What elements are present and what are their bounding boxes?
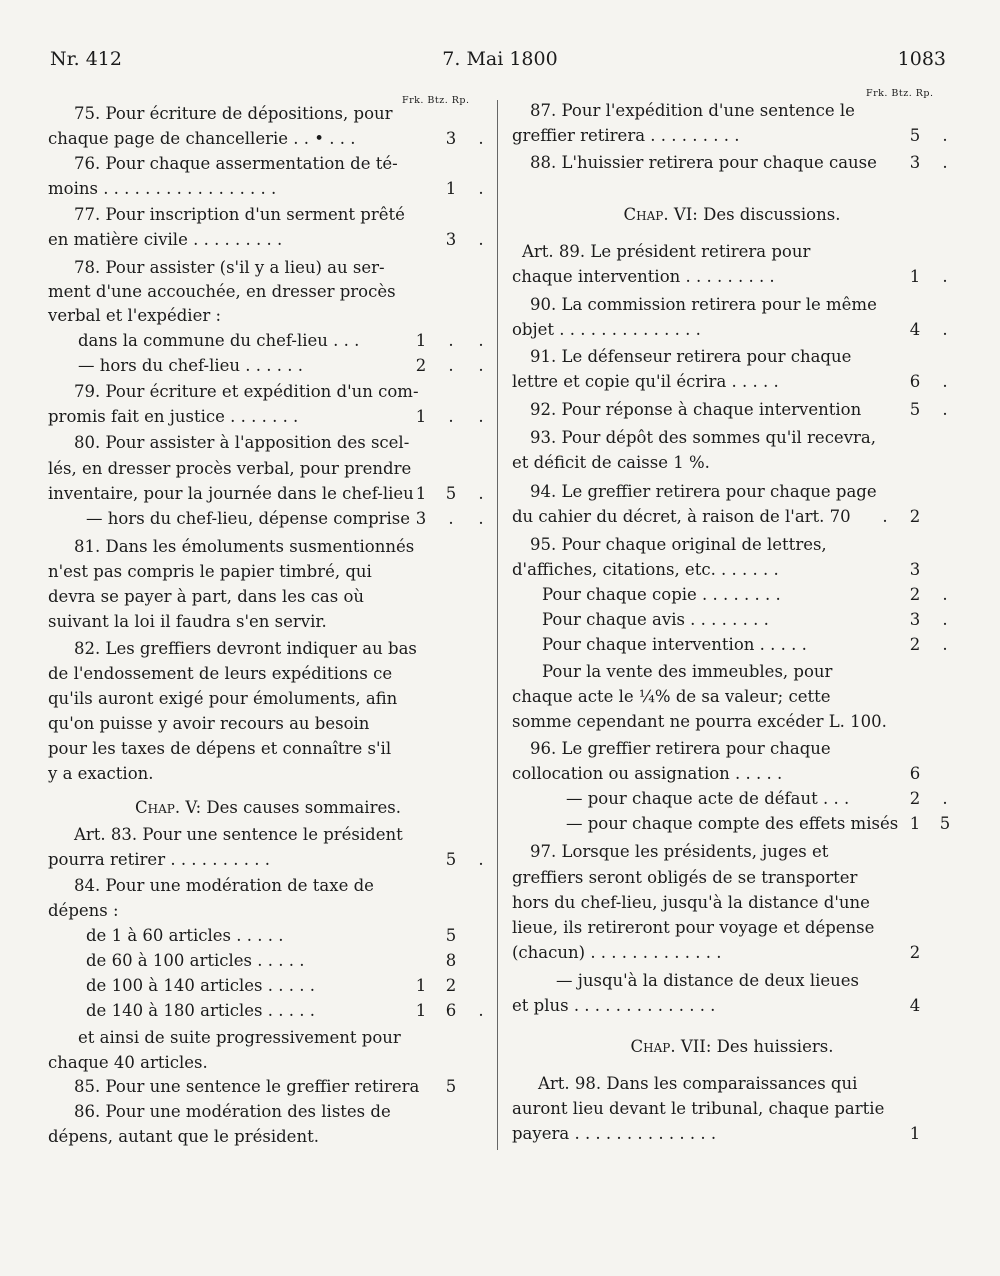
right-line [512, 685, 952, 709]
entry-text: 80. Pour assister à l'apposition des scel- [74, 433, 410, 452]
rappen-value: 5 [939, 814, 951, 833]
left-line [48, 610, 488, 634]
entry-text: Art. 89. Le président retirera pour [522, 242, 811, 261]
chapter-vii-heading: Chap. VII: Des huissiers. [630, 1037, 834, 1056]
batzen-value: 5 [909, 126, 921, 145]
left-line [48, 712, 488, 736]
entry-text: 91. Le défenseur retirera pour chaque [530, 347, 852, 366]
page-header [0, 48, 1000, 78]
rappen-value: . [478, 356, 484, 375]
francs-value: . [882, 507, 888, 526]
left-line [48, 1051, 488, 1075]
left-line [48, 127, 488, 151]
unit-header-left: Frk. Btz. Rp. [402, 95, 470, 106]
entry-text: de 100 à 140 articles . . . . . [86, 976, 315, 995]
entry-text: 90. La commission retirera pour le même [530, 295, 877, 314]
entry-text: — jusqu'à la distance de deux lieues [556, 971, 860, 990]
entry-text: de 1 à 60 articles . . . . . [86, 926, 284, 945]
entry-text: qu'ils auront exigé pour émoluments, afin [48, 689, 398, 708]
batzen-value: 1 [445, 179, 457, 198]
rappen-value: . [478, 1001, 484, 1020]
entry-text: en matière civile . . . . . . . . . [48, 230, 283, 249]
entry-text: n'est pas compris le papier timbré, qui [48, 562, 372, 581]
right-line [512, 558, 952, 582]
entry-text: promis fait en justice . . . . . . . [48, 407, 299, 426]
entry-text: lieue, ils retireront pour voyage et dépense [512, 918, 875, 937]
francs-value: 3 [415, 509, 427, 528]
entry-text: Pour chaque avis . . . . . . . . [542, 610, 769, 629]
rappen-value: . [478, 509, 484, 528]
entry-text: moins . . . . . . . . . . . . . . . . . [48, 179, 277, 198]
batzen-value: . [448, 356, 454, 375]
entry-text: 96. Le greffier retirera pour chaque [530, 739, 831, 758]
entry-text: chaque intervention . . . . . . . . . [512, 267, 775, 286]
document-date: 7. Mai 1800 [442, 48, 558, 70]
entry-text: somme cependant ne pourra excéder L. 100. [512, 712, 887, 731]
entry-text: dépens : [48, 901, 119, 920]
batzen-value: 4 [909, 320, 921, 339]
left-line [48, 535, 488, 559]
rappen-value: . [942, 372, 948, 391]
right-line [512, 345, 952, 369]
right-line [512, 633, 952, 657]
right-line [512, 99, 952, 123]
left-line [48, 1026, 488, 1050]
entry-text: dépens, autant que le président. [48, 1127, 319, 1146]
batzen-value: 2 [909, 635, 921, 654]
entry-text: du cahier du décret, à raison de l'art. 70 [512, 507, 851, 526]
right-line [512, 318, 952, 342]
rappen-value: . [942, 400, 948, 419]
left-line [48, 380, 488, 404]
entry-text: 87. Pour l'expédition d'une sentence le [530, 101, 855, 120]
rappen-value: . [942, 320, 948, 339]
right-line [512, 916, 952, 940]
rappen-value: . [478, 331, 484, 350]
right-line [512, 737, 952, 761]
entry-text: objet . . . . . . . . . . . . . . [512, 320, 701, 339]
column-divider [497, 100, 498, 1150]
entry-text: 92. Pour réponse à chaque intervention [530, 400, 862, 419]
entry-text: inventaire, pour la journée dans le chef-lieu [48, 484, 414, 503]
left-line [48, 848, 488, 872]
left-line [48, 1100, 488, 1124]
entry-text: greffiers seront obligés de se transporter [512, 868, 858, 887]
document-number: Nr. 412 [50, 48, 122, 70]
left-line [48, 999, 488, 1023]
francs-value: 1 [415, 484, 427, 503]
entry-text: pourra retirer . . . . . . . . . . [48, 850, 270, 869]
left-line [48, 949, 488, 973]
unit-header-right: Frk. Btz. Rp. [866, 88, 934, 99]
right-line [512, 1097, 952, 1121]
entry-text: — hors du chef-lieu, dépense comprise [86, 509, 411, 528]
entry-text: d'affiches, citations, etc. . . . . . . [512, 560, 779, 579]
right-line [512, 994, 952, 1018]
entry-text: 77. Pour inscription d'un serment prêté [74, 205, 405, 224]
entry-text: Art. 83. Pour une sentence le président [74, 825, 403, 844]
batzen-value: . [448, 407, 454, 426]
batzen-value: 5 [445, 926, 457, 945]
right-line [512, 941, 952, 965]
batzen-value: 3 [909, 610, 921, 629]
right-line [512, 840, 952, 864]
entry-text: auront lieu devant le tribunal, chaque partie [512, 1099, 885, 1118]
entry-text: chaque page de chancellerie . . • . . . [48, 129, 356, 148]
right-line [512, 293, 952, 317]
entry-text: de 140 à 180 articles . . . . . [86, 1001, 315, 1020]
batzen-value: 4 [909, 996, 921, 1015]
entry-text: 84. Pour une modération de taxe de [74, 876, 374, 895]
batzen-value: 2 [909, 943, 921, 962]
entry-text: 95. Pour chaque original de lettres, [530, 535, 827, 554]
left-line [48, 974, 488, 998]
right-line [512, 608, 952, 632]
entry-text: 81. Dans les émoluments susmentionnés [74, 537, 415, 556]
left-line [48, 762, 488, 786]
batzen-value: 2 [909, 507, 921, 526]
left-line [48, 228, 488, 252]
left-line [48, 507, 488, 531]
right-line [512, 812, 952, 836]
rappen-value: . [478, 484, 484, 503]
entry-text: devra se payer à part, dans les cas où [48, 587, 365, 606]
left-line [48, 637, 488, 661]
right-line [512, 969, 952, 993]
left-line [48, 924, 488, 948]
rappen-value: . [942, 635, 948, 654]
rappen-value: . [942, 789, 948, 808]
entry-text: qu'on puisse y avoir recours au besoin [48, 714, 370, 733]
entry-text: 78. Pour assister (s'il y a lieu) au ser- [74, 258, 385, 277]
entry-text: 88. L'huissier retirera pour chaque cause [530, 153, 877, 172]
left-line [48, 457, 488, 481]
entry-text: (chacun) . . . . . . . . . . . . . [512, 943, 722, 962]
left-line [48, 874, 488, 898]
right-line [512, 583, 952, 607]
entry-text: payera . . . . . . . . . . . . . . [512, 1124, 717, 1143]
entry-text: et ainsi de suite progressivement pour [78, 1028, 401, 1047]
right-line [512, 1122, 952, 1146]
batzen-value: 6 [909, 764, 921, 783]
left-line [48, 1125, 488, 1149]
left-line [48, 431, 488, 455]
entry-text: dans la commune du chef-lieu . . . [78, 331, 360, 350]
right-line [512, 398, 952, 422]
entry-text: Pour chaque intervention . . . . . [542, 635, 807, 654]
left-line [48, 482, 488, 506]
right-line [512, 762, 952, 786]
francs-value: 1 [415, 1001, 427, 1020]
entry-text: 82. Les greffiers devront indiquer au bas [74, 639, 417, 658]
rappen-value: . [942, 585, 948, 604]
left-line [48, 280, 488, 304]
left-line [48, 405, 488, 429]
page-number: 1083 [897, 48, 946, 70]
right-line [512, 1072, 952, 1096]
batzen-value: 2 [909, 585, 921, 604]
entry-text: hors du chef-lieu, jusqu'à la distance d'une [512, 893, 870, 912]
francs-value: 1 [415, 976, 427, 995]
left-line [48, 203, 488, 227]
right-line [512, 710, 952, 734]
left-line [48, 152, 488, 176]
left-line [48, 102, 488, 126]
batzen-value: . [448, 509, 454, 528]
entry-text: Pour la vente des immeubles, pour [542, 662, 833, 681]
entry-text: — pour chaque acte de défaut . . . [566, 789, 850, 808]
left-line [48, 177, 488, 201]
right-line [512, 265, 952, 289]
entry-text: — hors du chef-lieu . . . . . . [78, 356, 303, 375]
batzen-value: 3 [445, 129, 457, 148]
chapter-v-heading: Chap. V: Des causes sommaires. [135, 798, 401, 817]
batzen-value: 5 [445, 1077, 457, 1096]
entry-text: chaque 40 articles. [48, 1053, 208, 1072]
batzen-value: . [448, 331, 454, 350]
rappen-value: . [942, 610, 948, 629]
entry-text: 75. Pour écriture de dépositions, pour [74, 104, 393, 123]
batzen-value: 8 [445, 951, 457, 970]
entry-text: 93. Pour dépôt des sommes qu'il recevra, [530, 428, 876, 447]
right-line [512, 787, 952, 811]
batzen-value: 5 [445, 850, 457, 869]
right-line [512, 240, 952, 264]
left-line [48, 823, 488, 847]
entry-text: verbal et l'expédier : [48, 306, 222, 325]
chapter-vi-heading: Chap. VI: Des discussions. [623, 205, 841, 224]
right-line [512, 426, 952, 450]
entry-text: ment d'une accouchée, en dresser procès [48, 282, 396, 301]
entry-text: lettre et copie qu'il écrira . . . . . [512, 372, 779, 391]
entry-text: 76. Pour chaque assermentation de té- [74, 154, 398, 173]
entry-text: de 60 à 100 articles . . . . . [86, 951, 305, 970]
right-line [512, 660, 952, 684]
entry-text: collocation ou assignation . . . . . [512, 764, 783, 783]
left-line [48, 256, 488, 280]
entry-text: 94. Le greffier retirera pour chaque page [530, 482, 877, 501]
francs-value: 2 [415, 356, 427, 375]
entry-text: pour les taxes de dépens et connaître s'il [48, 739, 392, 758]
left-line [48, 662, 488, 686]
batzen-value: 1 [909, 267, 921, 286]
rappen-value: . [478, 850, 484, 869]
rappen-value: . [478, 179, 484, 198]
left-line [48, 899, 488, 923]
batzen-value: 3 [445, 230, 457, 249]
right-line [512, 151, 952, 175]
batzen-value: 1 [909, 1124, 921, 1143]
entry-text: Pour chaque copie . . . . . . . . [542, 585, 781, 604]
left-line [48, 329, 488, 353]
left-line [48, 585, 488, 609]
right-line [512, 891, 952, 915]
entry-text: 97. Lorsque les présidents, juges et [530, 842, 829, 861]
francs-value: 1 [415, 331, 427, 350]
batzen-value: 6 [445, 1001, 457, 1020]
right-line [512, 451, 952, 475]
rappen-value: . [942, 126, 948, 145]
left-line [48, 687, 488, 711]
left-line [48, 1075, 488, 1099]
entry-text: — pour chaque compte des effets misés [566, 814, 899, 833]
rappen-value: . [942, 267, 948, 286]
entry-text: et déficit de caisse 1 %. [512, 453, 710, 472]
entry-text: chaque acte le ¼% de sa valeur; cette [512, 687, 831, 706]
right-line [512, 533, 952, 557]
left-line [48, 354, 488, 378]
entry-text: 79. Pour écriture et expédition d'un com- [74, 382, 419, 401]
francs-value: 1 [415, 407, 427, 426]
batzen-value: 3 [909, 153, 921, 172]
right-line [512, 370, 952, 394]
left-line [48, 560, 488, 584]
right-line [512, 124, 952, 148]
batzen-value: 6 [909, 372, 921, 391]
entry-text: Art. 98. Dans les comparaissances qui [538, 1074, 858, 1093]
entry-text: de l'endossement de leurs expéditions ce [48, 664, 393, 683]
left-line [48, 304, 488, 328]
entry-text: y a exaction. [48, 764, 154, 783]
batzen-value: 2 [909, 789, 921, 808]
batzen-value: 2 [445, 976, 457, 995]
entry-text: suivant la loi il faudra s'en servir. [48, 612, 327, 631]
left-line [48, 737, 488, 761]
entry-text: lés, en dresser procès verbal, pour prendre [48, 459, 412, 478]
batzen-value: 5 [909, 400, 921, 419]
right-line [512, 505, 952, 529]
rappen-value: . [478, 129, 484, 148]
entry-text: 85. Pour une sentence le greffier retirera [74, 1077, 420, 1096]
rappen-value: . [942, 153, 948, 172]
entry-text: et plus . . . . . . . . . . . . . . [512, 996, 716, 1015]
rappen-value: . [478, 230, 484, 249]
batzen-value: 3 [909, 560, 921, 579]
batzen-value: 1 [909, 814, 921, 833]
entry-text: greffier retirera . . . . . . . . . [512, 126, 740, 145]
rappen-value: . [478, 407, 484, 426]
entry-text: 86. Pour une modération des listes de [74, 1102, 391, 1121]
right-line [512, 866, 952, 890]
right-line [512, 480, 952, 504]
batzen-value: 5 [445, 484, 457, 503]
